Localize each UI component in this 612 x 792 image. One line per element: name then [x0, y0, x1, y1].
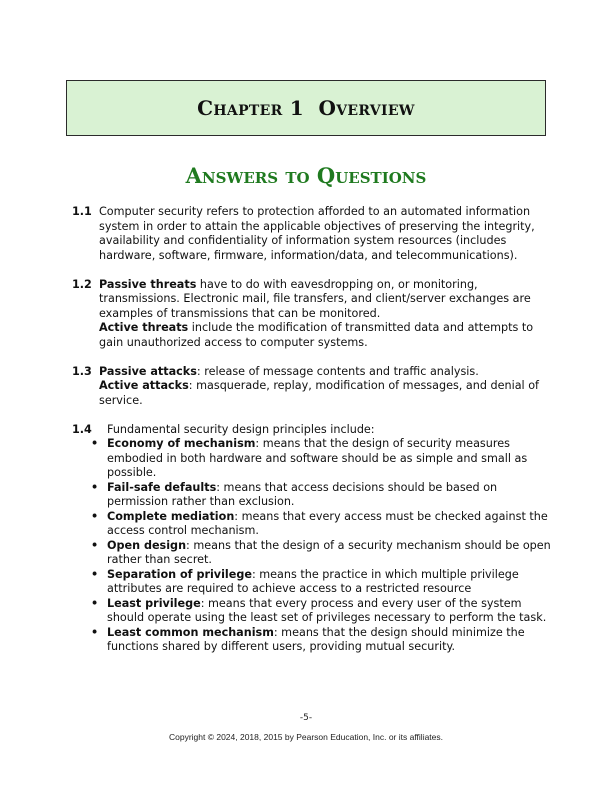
passive-threats-text: have to do with eavesdropping on, or monitoring, transmissions. Electronic mail, file transfers, and client/server exchanges are examples of transmissions that can be monitored. — [99, 277, 531, 320]
question-number: 1.4 — [72, 422, 92, 436]
list-item — [87, 597, 552, 626]
question-answer — [99, 365, 552, 409]
principle-term: Least common mechanism — [107, 625, 274, 639]
term-active-threats: Active threats — [99, 321, 189, 334]
principle-text: : means that access decisions should be based on permission rather than exclusion. — [107, 480, 498, 508]
chapter-header-box — [66, 80, 546, 136]
list-item — [87, 539, 552, 568]
term-active-attacks: Active attacks — [99, 379, 189, 392]
passive-attacks-text: : release of message contents and traffic analysis. — [196, 364, 479, 378]
active-attacks-text: : masquerade, replay, modification of messages, and denial of service. — [99, 379, 539, 407]
list-item — [87, 568, 552, 597]
page-number: -5- — [299, 713, 313, 723]
active-threats-text: include the modification of transmitted data and attempts to gain unauthorized access to computer systems. — [99, 321, 534, 349]
list-item — [87, 437, 552, 481]
question-1-1 — [72, 205, 552, 263]
principle-text: : means that the design should minimize the functions shared by different users, providing mutual security. — [107, 625, 525, 653]
principle-text: : means the practice in which multiple privilege attributes are required to achieve access to a restricted resource — [107, 567, 519, 595]
copyright-notice: Copyright © 2024, 2018, 2015 by Pearson Education, Inc. or its affiliates. — [168, 732, 444, 742]
principle-text: : means that the design of security measures embodied in both hardware and software should be as simple and small as possible. — [107, 437, 528, 479]
principle-term: Open design — [107, 538, 187, 552]
question-1-2 — [72, 278, 552, 351]
question-answer — [99, 278, 552, 351]
principle-term: Separation of privilege — [107, 567, 252, 581]
question-1-3 — [72, 365, 552, 409]
term-passive-threats: Passive threats — [99, 277, 197, 291]
principles-intro: Fundamental security design principles include: — [107, 422, 375, 436]
principle-text: : means that every process and every user of the system should operate using the least set of privileges necessary to perform the task. — [107, 596, 547, 624]
answers-content — [72, 205, 552, 669]
question-answer: Computer security refers to protection afforded to an automated information system in order to attain the applicable objectives of preserving the integrity, availability and confidentiality of information system resources (includes hardware, software, firmware, information/data, and telecommunications). — [99, 205, 535, 262]
list-item — [87, 626, 552, 655]
list-item — [87, 481, 552, 510]
principles-list — [87, 437, 552, 655]
question-number: 1.1 — [72, 205, 92, 218]
question-1-4 — [72, 423, 552, 655]
chapter-title: Chapter 1 Overview — [197, 96, 415, 120]
principle-term: Least privilege — [107, 596, 201, 610]
principle-term: Complete mediation — [107, 509, 235, 523]
question-number: 1.2 — [72, 277, 92, 291]
term-passive-attacks: Passive attacks — [99, 364, 197, 378]
principle-term: Economy of mechanism — [107, 437, 256, 450]
question-number: 1.3 — [72, 364, 92, 378]
principle-text: : means that every access must be checked against the access control mechanism. — [107, 509, 548, 537]
principle-term: Fail-safe defaults — [107, 480, 217, 494]
question-answer — [99, 423, 552, 655]
list-item — [87, 510, 552, 539]
principle-text: : means that the design of a security mechanism should be open rather than secret. — [107, 538, 551, 566]
section-title: Answers to Questions — [185, 163, 427, 188]
